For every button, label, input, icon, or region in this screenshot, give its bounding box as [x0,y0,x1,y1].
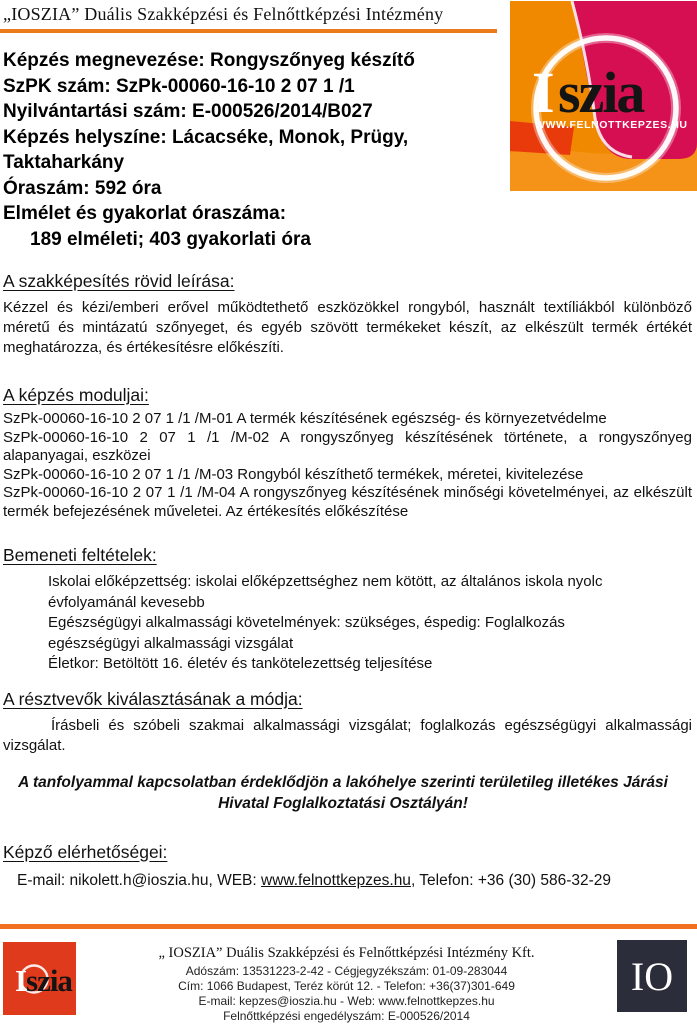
module-item: SzPk-00060-16-10 2 07 1 /1 /M-03 Rongyból készíthető termékek, méretei, kivitelezése [3,465,584,483]
footer-logo-io-text: IO [630,954,674,999]
selection-paragraph: Írásbeli és szóbeli szakmai alkalmassági vizsgálat; foglalkozás egészségügyi alkalmassági vizsgálat. [3,716,692,754]
contact-phone-text: , Telefon: +36 (30) 586-32-29 [410,871,611,889]
logo-website-text: WWW.FELNOTTKEPZES.HU [535,119,688,131]
section-heading-contact: Képző elérhetőségei: [3,841,168,862]
title-divider [0,29,497,33]
course-name-line: Képzés megnevezése: Rongyszőnyeg készítő [3,50,415,71]
entry-requirement-item: Iskolai előképzettség: iskolai előképzettséghez nem kötött, az általános iskola nyolc évfolyamánál kevesebb [48,573,603,611]
hours-line: Óraszám: 592 óra [3,177,162,199]
institution-title: „IOSZIA” Duális Szakképzési és Felnőttképzési Intézmény [3,4,444,24]
ioszia-logo [510,1,697,191]
section-heading-entry-requirements: Bemeneti feltételek: [3,545,157,565]
contact-email-text: E-mail: nikolett.h@ioszia.hu, WEB: [17,871,262,889]
szpk-number-line: SzPK szám: SzPk-00060-16-10 2 07 1 /1 [3,75,355,97]
footer-email-web-line: E-mail: kepzes@ioszia.hu - Web: www.felnottkepzes.hu [198,994,495,1008]
description-paragraph: Kézzel és kézi/emberi erővel működtethető eszközökkel rongyból, használt textíliákból különböző méretű és mintázatú szőnyeget, és egyéb szövött termékeket készít, az elkészült termék értékét meghatározza, és értékesítésre előkészíti. [3,299,692,356]
logo-letter-i: I [532,60,555,125]
registry-number-line: Nyilvántartási szám: E-000526/2014/B027 [3,101,373,122]
section-heading-description: A szakképesítés rövid leírása: [3,271,235,291]
io-footer-logo [617,940,687,1012]
course-info-block [3,48,519,252]
ioszia-footer-logo [3,942,76,1015]
footer-company-name: „ IOSZIA” Duális Szakképzési és Felnőttképzési Intézmény Kft. [158,945,535,961]
footer-address-line: Cím: 1066 Budapest, Teréz körút 12. - Telefon: +36(37)301-649 [178,979,515,993]
inquiry-notice: A tanfolyammal kapcsolatban érdeklődjön a lakóhelye szerinti területileg illetékes Járási Hivatal Foglalkoztatási Osztályán! [18,773,668,812]
footer-logo-letter-i: I [15,963,28,998]
module-list [3,410,692,521]
entry-requirement-item: Egészségügyi alkalmassági követelmények: szükséges, éspedig: Foglalkozás egészségügyi alkalmassági vizsgálat [48,614,565,652]
contact-line [17,872,692,890]
footer-company-block [76,938,617,1024]
website-link[interactable]: www.felnottkepzes.hu [261,871,411,889]
footer-licence-line: Felnőttképzési engedélyszám: E-000526/2014 [223,1009,470,1023]
module-item: SzPk-00060-16-10 2 07 1 /1 /M-04 A rongyszőnyeg készítésének minőségi követelményei, az elkészült termék befejezésének műveletei. Az értékesítés előkészítése [3,484,692,520]
logo-letters-szia: szia [558,60,644,125]
theory-practice-detail-line: 189 elméleti; 403 gyakorlati óra [30,228,311,250]
theory-practice-label-line: Elmélet és gyakorlat óraszáma: [3,203,287,224]
entry-requirements-list [48,572,633,675]
entry-requirement-item: Életkor: Betöltött 16. életév és tankötelezettség teljesítése [48,655,433,672]
footer-divider [0,924,697,929]
module-item: SzPk-00060-16-10 2 07 1 /1 /M-02 A rongyszőnyeg készítésének története, a rongyszőnyeg alapanyagai, eszközei [3,428,692,464]
flyer-body [0,271,697,890]
footer [0,938,697,1024]
module-item: SzPk-00060-16-10 2 07 1 /1 /M-01 A termék készítésének egészség- és környezetvédelme [3,410,607,427]
footer-tax-line: Adószám: 13531223-2-42 - Cégjegyzékszám: 01-09-283044 [185,964,508,978]
section-heading-selection: A résztvevők kiválasztásának a módja: [3,688,303,709]
course-location-line: Képzés helyszíne: Lácacséke, Monok, Prügy, Taktaharkány [3,126,409,173]
footer-logo-letters-szia: szia [26,963,72,998]
section-heading-modules: A képzés moduljai: [3,385,149,405]
